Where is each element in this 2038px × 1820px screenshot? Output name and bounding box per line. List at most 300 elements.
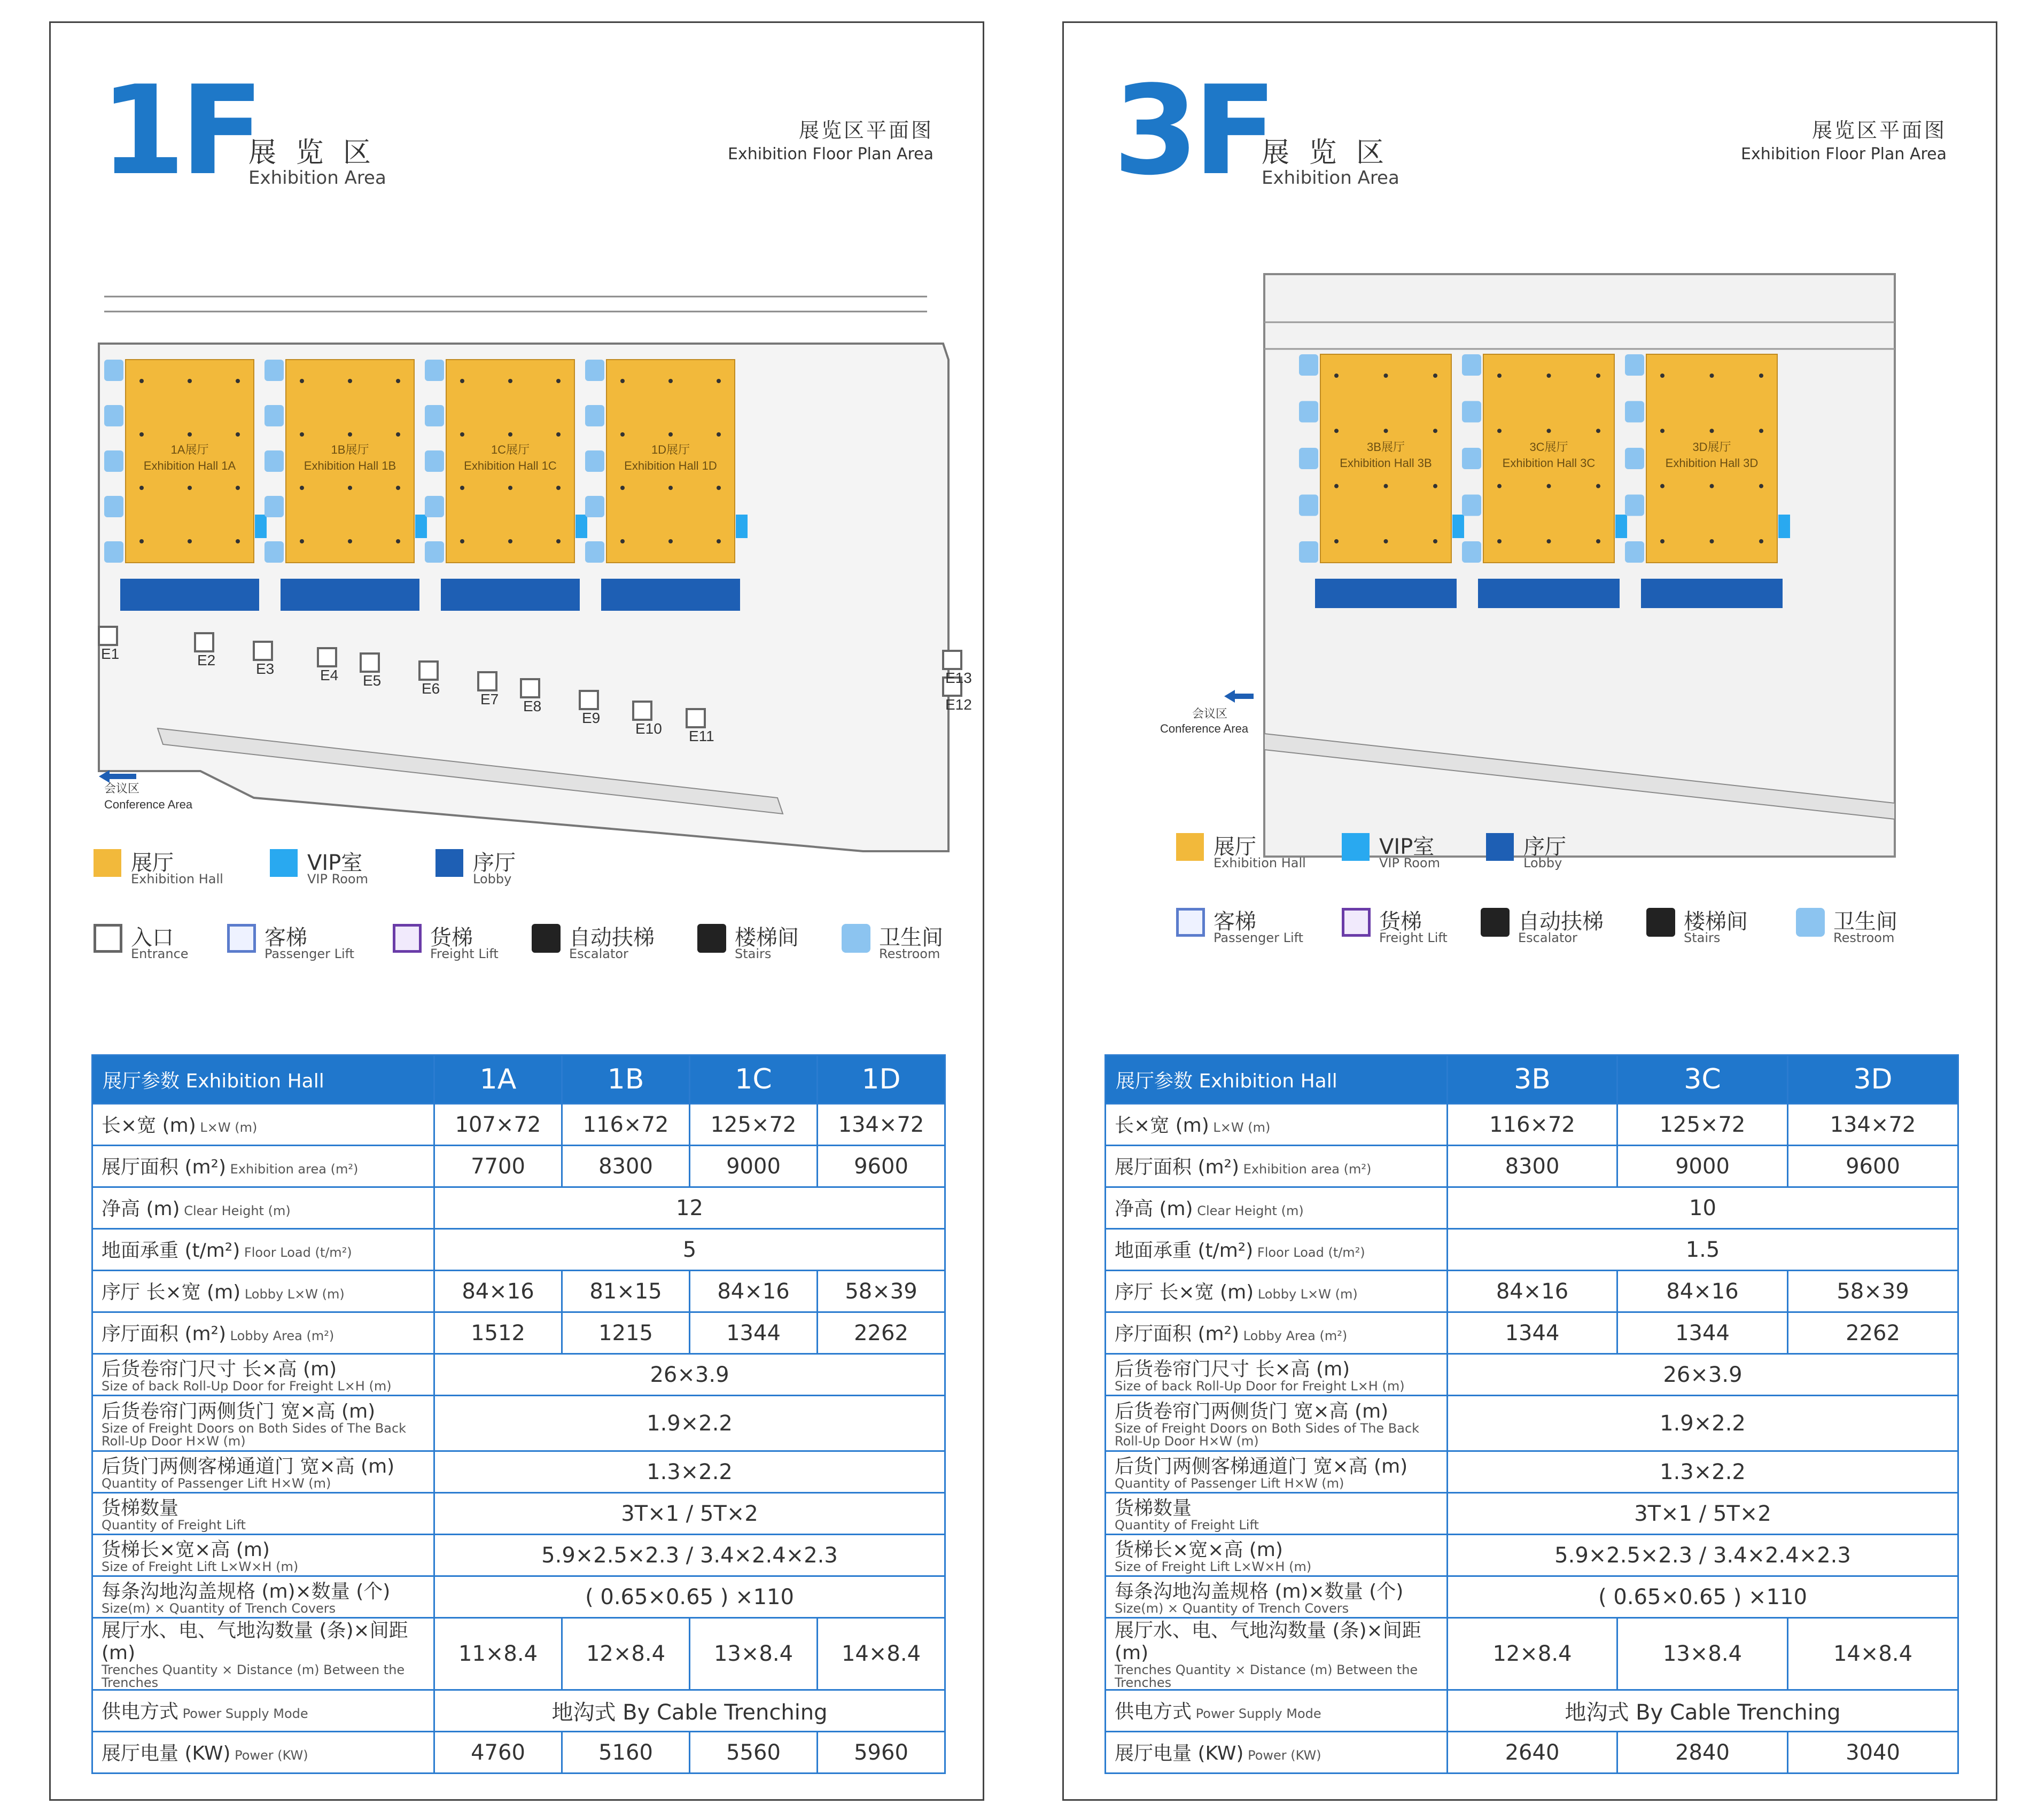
restroom-icon (425, 405, 444, 426)
table-cell: 14×8.4 (1788, 1618, 1958, 1690)
column-dot (1547, 429, 1551, 433)
entrance-label: E11 (689, 728, 714, 744)
legend-hall-en: Exhibition Hall (131, 872, 223, 886)
restroom-icon (1299, 495, 1318, 516)
row-label-cn: 展厅面积 (m²) (102, 1156, 227, 1178)
row-label-en: Size(m) × Quantity of Trench Covers (1115, 1600, 1349, 1616)
table-row (1106, 1229, 1958, 1271)
lobby-area (281, 579, 419, 611)
freight-lift-icon (1342, 908, 1371, 937)
row-label-en: Quantity of Passenger Lift H×W (m) (102, 1475, 331, 1491)
table-cell: 26×3.9 (434, 1354, 945, 1396)
table-cell: 3T×1 / 5T×2 (1448, 1493, 1958, 1535)
table-row (1106, 1493, 1958, 1535)
row-label-cn: 净高 (m) (1115, 1197, 1193, 1220)
plan-title-en: Exhibition Floor Plan Area (1740, 145, 1947, 164)
column-dot (300, 539, 304, 543)
column-dot (1710, 539, 1714, 543)
restroom-icon (842, 924, 870, 953)
entrance-icon (633, 702, 651, 720)
column-dot (508, 539, 512, 543)
column-dot (139, 539, 144, 543)
legend-lobby-cn: 序厅 (473, 851, 516, 875)
restroom-icon (425, 496, 444, 517)
stairs-icon (697, 924, 726, 953)
restroom-icon (585, 496, 604, 517)
legend-areas (1176, 830, 2031, 878)
lobby-area (1478, 579, 1620, 608)
row-label (92, 1690, 434, 1732)
restroom-icon (1299, 401, 1318, 423)
table-cell: 1.9×2.2 (1448, 1396, 1958, 1451)
column-dot (1497, 539, 1502, 543)
column-dot (188, 486, 192, 490)
row-label-en: Power Supply Mode (1192, 1706, 1321, 1721)
row-label (1106, 1618, 1448, 1690)
table-header-label: 展厅参数 Exhibition Hall (92, 1055, 434, 1104)
row-label (92, 1493, 434, 1535)
column-dot (139, 379, 144, 383)
column-dot (188, 379, 192, 383)
column-dot (1433, 484, 1437, 488)
legend-escalator-en: Escalator (569, 946, 628, 961)
row-label (1106, 1187, 1448, 1229)
column-dot (1710, 429, 1714, 433)
legend-passenger-cn: 客梯 (265, 925, 307, 950)
row-label (92, 1229, 434, 1271)
table-cell: 84×16 (1617, 1271, 1788, 1312)
entrance-label: E6 (422, 680, 440, 697)
table-row (1106, 1732, 1958, 1774)
row-label-en: Power (KW) (230, 1747, 308, 1763)
legend-freight-en: Freight Lift (430, 946, 499, 961)
legend-freight-en: Freight Lift (1379, 930, 1448, 945)
column-dot (717, 379, 721, 383)
hall-name-en: Exhibition Hall 1B (304, 459, 396, 472)
row-label-cn: 每条沟地沟盖规格 (m)×数量 (个) (1115, 1580, 1404, 1603)
vip-room (1778, 515, 1790, 538)
row-label-cn: 展厅电量 (KW) (1115, 1742, 1244, 1764)
legend-freight-cn: 货梯 (1379, 909, 1422, 934)
row-label-en: Floor Load (t/m²) (1253, 1245, 1365, 1260)
column-dot (1660, 539, 1664, 543)
column-dot (1759, 374, 1763, 378)
column-dot (1547, 484, 1551, 488)
restroom-icon (1299, 448, 1318, 469)
column-dot (1334, 374, 1339, 378)
row-label-cn: 展厅电量 (KW) (102, 1742, 231, 1764)
row-label-en: Lobby Area (m²) (226, 1328, 335, 1343)
restroom-icon (1299, 541, 1318, 563)
column-dot (300, 432, 304, 437)
restroom-icon (425, 450, 444, 472)
legend-icons (1176, 905, 2031, 953)
restroom-icon (425, 541, 444, 563)
table-row (92, 1187, 945, 1229)
row-label-cn: 后货门两侧客梯通道门 宽×高 (m) (1115, 1455, 1408, 1477)
hall-name-en: Exhibition Hall 1C (464, 459, 557, 472)
restroom-icon (1625, 495, 1644, 516)
column-dot (1660, 429, 1664, 433)
restroom-icon (585, 405, 604, 426)
vip-room (575, 515, 587, 538)
legend-restroom-en: Restroom (879, 946, 940, 961)
table-cell: 8300 (1448, 1146, 1617, 1187)
table-header-row (92, 1055, 945, 1104)
legend-lobby-en: Lobby (1523, 855, 1562, 870)
area-title-en: Exhibition Area (1262, 167, 1399, 189)
table-cell: 9600 (818, 1146, 945, 1187)
column-dot (1433, 429, 1437, 433)
vip-room (255, 515, 267, 538)
column-dot (556, 432, 561, 437)
column-dot (188, 432, 192, 437)
conference-label-cn: 会议区 (1192, 707, 1228, 720)
table-cell: 81×15 (562, 1271, 690, 1312)
table-cell: 26×3.9 (1448, 1354, 1958, 1396)
row-label-en: Clear Height (m) (1193, 1203, 1304, 1218)
column-dot (1596, 539, 1600, 543)
table-row (1106, 1354, 1958, 1396)
hall-column-header: 1D (818, 1055, 945, 1104)
legend-vip-en: VIP Room (1379, 855, 1440, 870)
column-dot (188, 539, 192, 543)
restroom-icon (104, 541, 123, 563)
table-cell: 5 (434, 1229, 945, 1271)
row-label-en: Lobby Area (m²) (1239, 1328, 1348, 1343)
table-cell: 7700 (434, 1146, 562, 1187)
entrance-icon (943, 651, 961, 669)
row-label (1106, 1104, 1448, 1146)
column-dot (1384, 539, 1388, 543)
entrance-icon (419, 662, 438, 680)
stairs-icon (1646, 908, 1675, 937)
column-dot (556, 379, 561, 383)
column-dot (620, 379, 625, 383)
freight-lift-icon (393, 924, 422, 953)
legend-stairs-en: Stairs (1684, 930, 1721, 945)
table-row (1106, 1312, 1958, 1354)
row-label-cn: 展厅水、电、气地沟数量 (条)×间距 (m) (102, 1620, 408, 1664)
row-label-cn: 后货卷帘门尺寸 长×高 (m) (1115, 1358, 1350, 1380)
hall-name-en: Exhibition Hall 1A (143, 459, 236, 472)
column-dot (1759, 429, 1763, 433)
column-dot (1547, 539, 1551, 543)
table-cell: 116×72 (1448, 1104, 1617, 1146)
column-dot (1497, 374, 1502, 378)
entrance-label: E12 (945, 696, 972, 713)
table-cell: 11×8.4 (434, 1618, 562, 1690)
table-row (92, 1690, 945, 1732)
area-title-cn: 展 览 区 (1262, 137, 1390, 169)
restroom-icon (265, 541, 284, 563)
restroom-icon (1625, 354, 1644, 376)
hall-swatch (1176, 833, 1204, 861)
table-row (1106, 1146, 1958, 1187)
row-label (92, 1104, 434, 1146)
params-table-3f (1104, 1054, 1959, 1774)
table-cell: 84×16 (434, 1271, 562, 1312)
column-dot (668, 432, 673, 437)
table-cell: 12×8.4 (1448, 1618, 1617, 1690)
hall-column-header: 1C (690, 1055, 818, 1104)
floor-plan-3f (1160, 274, 1919, 873)
row-label-cn: 长×宽 (m) (1115, 1114, 1209, 1137)
legend-entrance-cn: 入口 (131, 925, 174, 950)
entrance-label: E13 (945, 670, 972, 686)
lobby-area (120, 579, 259, 611)
legend-escalator-cn: 自动扶梯 (569, 925, 655, 950)
entrance-label: E3 (256, 660, 275, 677)
floor-number: 1F (100, 60, 259, 203)
row-label-cn: 货梯长×宽×高 (m) (102, 1538, 270, 1561)
row-label (1106, 1451, 1448, 1493)
row-label (92, 1618, 434, 1690)
row-label-en: Floor Load (t/m²) (240, 1245, 352, 1260)
hall-name-cn: 1D展厅 (651, 443, 690, 456)
table-cell: 58×39 (1788, 1271, 1958, 1312)
column-dot (396, 539, 400, 543)
table-cell: 5.9×2.5×2.3 / 3.4×2.4×2.3 (1448, 1535, 1958, 1576)
table-cell: 地沟式 By Cable Trenching (434, 1690, 945, 1732)
row-label (92, 1146, 434, 1187)
column-dot (300, 486, 304, 490)
table-row (92, 1354, 945, 1396)
entrance-label: E4 (320, 667, 339, 683)
column-dot (668, 379, 673, 383)
restroom-icon (265, 405, 284, 426)
entrance-icon (687, 709, 705, 727)
restroom-icon (265, 450, 284, 472)
row-label (1106, 1493, 1448, 1535)
legend-lobby-en: Lobby (473, 872, 512, 886)
row-label-cn: 供电方式 (1115, 1700, 1192, 1723)
row-label (1106, 1229, 1448, 1271)
row-label-en: Size of Freight Lift L×W×H (m) (1115, 1559, 1312, 1574)
vip-room (415, 515, 427, 538)
plan-title-en: Exhibition Floor Plan Area (727, 145, 934, 164)
row-label (1106, 1690, 1448, 1732)
legend-escalator-en: Escalator (1518, 930, 1577, 945)
table-cell: 5160 (562, 1732, 690, 1774)
conference-label-en: Conference Area (104, 798, 193, 811)
restroom-icon (1462, 541, 1481, 563)
column-dot (620, 539, 625, 543)
restroom-icon (265, 360, 284, 381)
table-row (92, 1732, 945, 1774)
row-label (92, 1187, 434, 1229)
table-cell: 58×39 (818, 1271, 945, 1312)
column-dot (1759, 484, 1763, 488)
table-row (92, 1312, 945, 1354)
row-label-cn: 后货门两侧客梯通道门 宽×高 (m) (102, 1455, 395, 1477)
entrance-icon (94, 924, 122, 953)
table-header-row (1106, 1055, 1958, 1104)
table-cell: 125×72 (1617, 1104, 1788, 1146)
column-dot (460, 486, 464, 490)
table-cell: 8300 (562, 1146, 690, 1187)
table-cell: ( 0.65×0.65 ) ×110 (434, 1576, 945, 1618)
table-row (1106, 1271, 1958, 1312)
row-label-en: Power Supply Mode (178, 1706, 308, 1721)
restroom-icon (104, 450, 123, 472)
table-cell: 9000 (690, 1146, 818, 1187)
restroom-icon (1299, 354, 1318, 376)
column-dot (236, 486, 240, 490)
escalator-icon (532, 924, 561, 953)
row-label-cn: 展厅面积 (m²) (1115, 1156, 1240, 1178)
row-label-en: L×W (m) (1209, 1119, 1271, 1135)
table-cell: 1344 (1617, 1312, 1788, 1354)
lobby-swatch (1486, 833, 1514, 861)
header (1113, 60, 1947, 203)
header (100, 60, 934, 203)
legend-escalator-cn: 自动扶梯 (1518, 909, 1604, 934)
entrance-icon (254, 642, 272, 660)
legend-areas (94, 846, 948, 894)
table-cell: 1215 (562, 1312, 690, 1354)
lobby-area (1641, 579, 1783, 608)
table-cell: 1.5 (1448, 1229, 1958, 1271)
entrance-label: E7 (480, 691, 499, 707)
area-title-en: Exhibition Area (248, 167, 386, 189)
row-label-en: Trenches Quantity × Distance (m) Between the Trenches (102, 1662, 405, 1690)
table-cell: 107×72 (434, 1104, 562, 1146)
hall-name-cn: 1B展厅 (331, 443, 369, 456)
vip-room (736, 515, 748, 538)
lobby-area (1315, 579, 1457, 608)
table-cell: 5560 (690, 1732, 818, 1774)
legend-vip-cn: VIP室 (307, 851, 363, 875)
legend-stairs-en: Stairs (735, 946, 772, 961)
hall-column-header: 3B (1448, 1055, 1617, 1104)
table-cell: 5.9×2.5×2.3 / 3.4×2.4×2.3 (434, 1535, 945, 1576)
entrance-label: E1 (101, 645, 120, 662)
row-label-en: Size of back Roll-Up Door for Freight L×H (m) (1115, 1378, 1405, 1394)
legend-passenger-en: Passenger Lift (265, 946, 355, 961)
table-cell: 4760 (434, 1732, 562, 1774)
column-dot (556, 486, 561, 490)
column-dot (139, 486, 144, 490)
table-header-label: 展厅参数 Exhibition Hall (1106, 1055, 1448, 1104)
restroom-icon (1625, 448, 1644, 469)
row-label (92, 1732, 434, 1774)
vip-room (1615, 515, 1627, 538)
restroom-icon (1462, 401, 1481, 423)
table-cell: ( 0.65×0.65 ) ×110 (1448, 1576, 1958, 1618)
restroom-icon (104, 360, 123, 381)
restroom-icon (104, 496, 123, 517)
row-label-cn: 净高 (m) (102, 1197, 180, 1220)
vip-room (1452, 515, 1464, 538)
table-row (92, 1271, 945, 1312)
row-label-en: Quantity of Passenger Lift H×W (m) (1115, 1475, 1344, 1491)
restroom-icon (265, 496, 284, 517)
floor-plan-1f (94, 258, 972, 883)
entrance-label: E5 (363, 672, 382, 689)
hall-column-header: 1A (434, 1055, 562, 1104)
table-cell: 13×8.4 (1617, 1618, 1788, 1690)
entrance-icon (478, 672, 496, 690)
area-title-cn: 展 览 区 (248, 137, 377, 169)
column-dot (396, 379, 400, 383)
table-cell: 地沟式 By Cable Trenching (1448, 1690, 1958, 1732)
legend-icons (94, 921, 948, 969)
entrance-icon (318, 648, 336, 666)
column-dot (1334, 539, 1339, 543)
legend-passenger-en: Passenger Lift (1214, 930, 1304, 945)
table-cell: 116×72 (562, 1104, 690, 1146)
legend-vip-cn: VIP室 (1379, 835, 1435, 859)
row-label-cn: 货梯数量 (1115, 1497, 1192, 1519)
row-label-cn: 序厅面积 (m²) (1115, 1323, 1240, 1345)
row-label-cn: 地面承重 (t/m²) (1115, 1239, 1254, 1262)
column-dot (717, 432, 721, 437)
legend-vip-en: VIP Room (307, 872, 368, 886)
table-row (92, 1535, 945, 1576)
row-label (92, 1576, 434, 1618)
column-dot (556, 539, 561, 543)
table-row (92, 1493, 945, 1535)
table-cell: 134×72 (818, 1104, 945, 1146)
column-dot (348, 432, 352, 437)
column-dot (348, 539, 352, 543)
row-label (1106, 1146, 1448, 1187)
table-cell: 5960 (818, 1732, 945, 1774)
table-cell: 1344 (690, 1312, 818, 1354)
legend-restroom-cn: 卫生间 (1833, 909, 1897, 934)
lobby-area (441, 579, 580, 611)
hall-column-header: 3C (1617, 1055, 1788, 1104)
column-dot (1334, 484, 1339, 488)
table-row (92, 1146, 945, 1187)
row-label (92, 1312, 434, 1354)
column-dot (1596, 374, 1600, 378)
table-cell: 134×72 (1788, 1104, 1958, 1146)
table-row (1106, 1535, 1958, 1576)
row-label (1106, 1271, 1448, 1312)
hall-name-cn: 3D展厅 (1692, 440, 1731, 454)
entrance-icon (361, 654, 379, 672)
row-label-cn: 供电方式 (102, 1700, 179, 1723)
column-dot (236, 379, 240, 383)
passenger-lift-icon (227, 924, 256, 953)
column-dot (1547, 374, 1551, 378)
table-cell: 125×72 (690, 1104, 818, 1146)
column-dot (300, 379, 304, 383)
table-row (92, 1229, 945, 1271)
column-dot (1433, 539, 1437, 543)
row-label-cn: 序厅 长×宽 (m) (102, 1281, 241, 1303)
table-row (92, 1576, 945, 1618)
table-cell: 2262 (818, 1312, 945, 1354)
column-dot (460, 539, 464, 543)
hall-column-header: 3D (1788, 1055, 1958, 1104)
row-label-cn: 序厅面积 (m²) (102, 1323, 227, 1345)
row-label-en: Size of Freight Doors on Both Sides of The Back Roll-Up Door H×W (m) (1115, 1420, 1420, 1449)
table-row (1106, 1618, 1958, 1690)
table-cell: 2840 (1617, 1732, 1788, 1774)
table-row (1106, 1451, 1958, 1493)
row-label-cn: 长×宽 (m) (102, 1114, 196, 1137)
plan-title-cn: 展览区平面图 (1811, 119, 1947, 142)
passenger-lift-icon (1176, 908, 1205, 937)
restroom-icon (1462, 448, 1481, 469)
row-label (1106, 1354, 1448, 1396)
restroom-icon (104, 405, 123, 426)
table-row (92, 1451, 945, 1493)
table-cell: 1.3×2.2 (1448, 1451, 1958, 1493)
